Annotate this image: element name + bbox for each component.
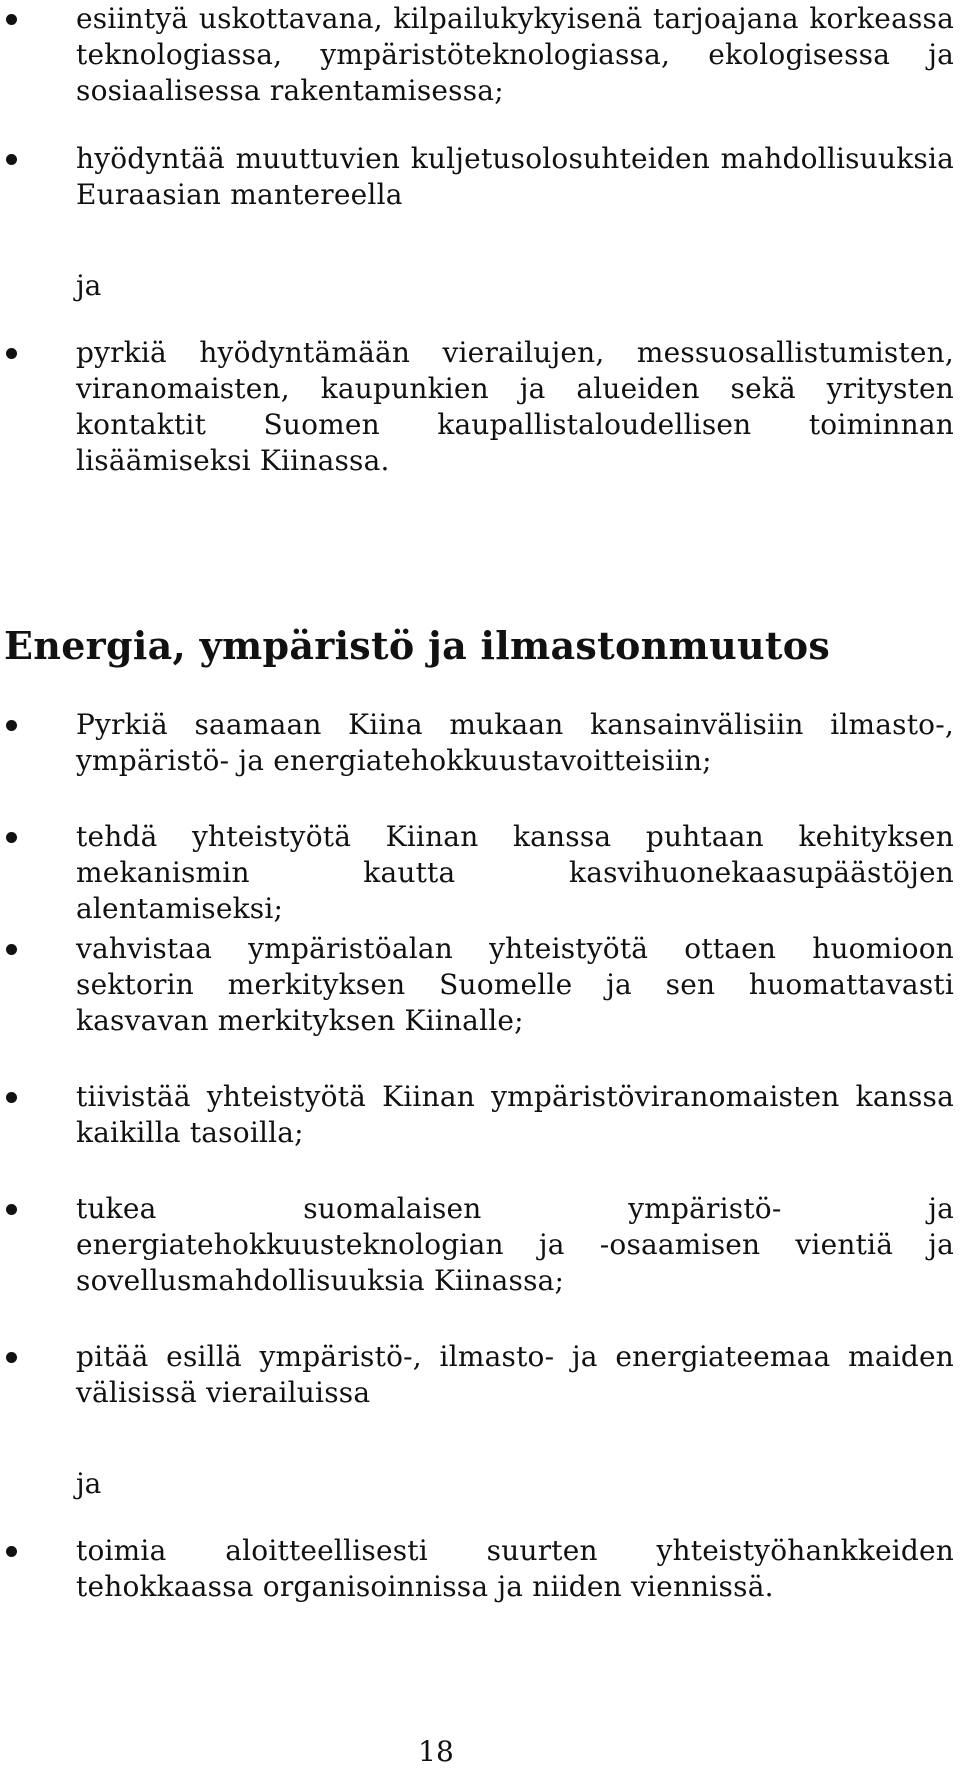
bullet-icon — [6, 944, 17, 955]
conjunction-text: ja — [76, 1467, 102, 1500]
bullet-icon — [6, 1352, 17, 1363]
list-item-text: Pyrkiä saamaan Kiina mukaan kansainvälisiin ilmasto-, ympäristö- ja energiatehokkuustavoitteisiin; — [76, 708, 954, 777]
bullet-icon — [6, 1546, 17, 1557]
bullet-icon — [6, 720, 17, 731]
list-item-text: pitää esillä ympäristö-, ilmasto- ja energiateemaa maiden välisissä vierailuissa — [76, 1340, 954, 1409]
conjunction-text: ja — [76, 269, 102, 302]
section-heading: Energia, ympäristö ja ilmastonmuutos — [4, 623, 831, 668]
list-item-text: tukea suomalaisen ympäristö- ja energiatehokkuusteknologian ja -osaamisen vientiä ja sovellusmahdollisuuksia Kiinassa; — [76, 1192, 954, 1297]
bullet-icon — [6, 14, 17, 25]
list-item-text: hyödyntää muuttuvien kuljetusolosuhteiden mahdollisuuksia Euraasian mantereella — [76, 142, 954, 211]
page-number: 18 — [418, 1735, 454, 1768]
list-item-text: vahvistaa ympäristöalan yhteistyötä ottaen huomioon sektorin merkityksen Suomelle ja sen huomattavasti kasvavan merkityksen Kiinalle; — [76, 932, 954, 1037]
bullet-icon — [6, 348, 17, 359]
bullet-icon — [6, 1092, 17, 1103]
list-item-text: tiivistää yhteistyötä Kiinan ympäristöviranomaisten kanssa kaikilla tasoilla; — [76, 1080, 954, 1149]
list-item-text: toimia aloitteellisesti suurten yhteistyöhankkeiden tehokkaassa organisoinnissa ja niiden viennissä. — [76, 1534, 954, 1603]
list-item-text: esiintyä uskottavana, kilpailukykyisenä tarjoajana korkeassa teknologiassa, ympäristöteknologiassa, ekologisessa ja sosiaalisessa rakentamisessa; — [76, 2, 954, 107]
bullet-icon — [6, 1204, 17, 1215]
list-item-text: pyrkiä hyödyntämään vierailujen, messuosallistumisten, viranomaisten, kaupunkien ja alueiden sekä yritysten kontaktit Suomen kaupallistaloudellisen toiminnan lisäämiseksi Kiinassa. — [76, 336, 954, 477]
bullet-icon — [6, 154, 17, 165]
list-item-text: tehdä yhteistyötä Kiinan kanssa puhtaan kehityksen mekanismin kautta kasvihuonekaasupäästöjen alentamiseksi; — [76, 820, 954, 925]
bullet-icon — [6, 832, 17, 843]
